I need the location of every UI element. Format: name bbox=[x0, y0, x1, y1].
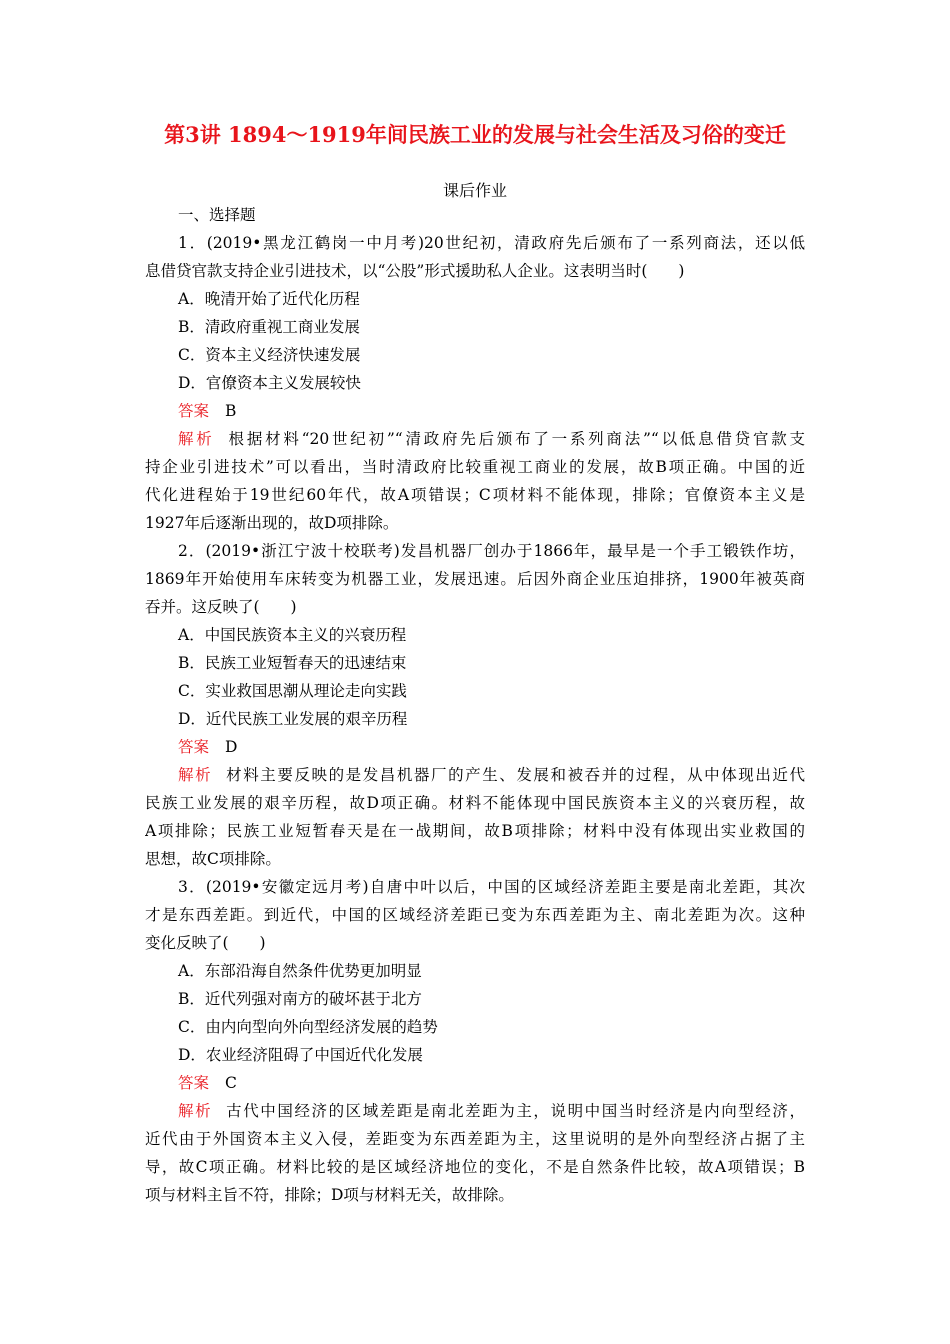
analysis-text: 根据材料“20世纪初”“清政府先后颁布了一系列商法”“以低息借贷官款支 bbox=[228, 430, 805, 448]
question-stem-line: 才是东西差距。到近代，中国的区域经济差距已变为东西差距为主、南北差距为次。这种 bbox=[145, 906, 805, 924]
option-c: C．资本主义经济快速发展 bbox=[178, 346, 361, 364]
page-subtitle: 课后作业 bbox=[442, 181, 507, 200]
option-d: D．农业经济阻碍了中国近代化发展 bbox=[178, 1046, 423, 1064]
analysis-line bbox=[145, 1097, 805, 1125]
question-stem-line: 息借贷官款支持企业引进技术，以“公股”形式援助私人企业。这表明当时( ) bbox=[145, 262, 685, 280]
question-stem-line: 1．(2019•黑龙江鹤岗一中月考)20世纪初，清政府先后颁布了一系列商法，还以低 bbox=[178, 234, 805, 252]
question-stem-line: 吞并。这反映了( ) bbox=[145, 598, 297, 616]
analysis-line: A项排除；民族工业短暂春天是在一战期间，故B项排除；材料中没有体现出实业救国的 bbox=[145, 822, 805, 840]
option-a: A．东部沿海自然条件优势更加明显 bbox=[178, 962, 422, 980]
question-2 bbox=[145, 537, 805, 873]
analysis-line: 思想，故C项排除。 bbox=[145, 850, 281, 868]
section-heading: 一、选择题 bbox=[178, 206, 256, 224]
analysis-label: 解析 bbox=[178, 766, 213, 784]
analysis-line: 1927年后逐渐出现的，故D项排除。 bbox=[145, 514, 399, 532]
analysis-label: 解析 bbox=[178, 430, 215, 448]
option-d: D．近代民族工业发展的艰辛历程 bbox=[178, 710, 408, 728]
option-a: A．中国民族资本主义的兴衰历程 bbox=[178, 626, 407, 644]
analysis-line: 民族工业发展的艰辛历程，故D项正确。材料不能体现中国民族资本主义的兴衰历程，故 bbox=[145, 794, 805, 812]
answer-line bbox=[145, 733, 805, 761]
answer-line bbox=[145, 1069, 805, 1097]
question-content bbox=[145, 201, 805, 1209]
answer-value: B bbox=[225, 402, 237, 420]
analysis-line: 近代由于外国资本主义入侵，差距变为东西差距为主，这里说明的是外向型经济占据了主 bbox=[145, 1130, 805, 1148]
answer-line bbox=[145, 397, 805, 425]
option-b: B．清政府重视工商业发展 bbox=[178, 318, 360, 336]
question-stem-line: 1869年开始使用车床转变为机器工业，发展迅速。后因外商企业压迫排挤，1900年被英商 bbox=[145, 570, 805, 588]
question-1 bbox=[145, 229, 805, 537]
analysis-line: 持企业引进技术”可以看出，当时清政府比较重视工商业的发展，故B项正确。中国的近 bbox=[145, 458, 805, 476]
question-stem-line: 2．(2019•浙江宁波十校联考)发昌机器厂创办于1866年，最早是一个手工锻铁作坊， bbox=[178, 542, 805, 560]
page-title: 第3讲 1894～1919年间民族工业的发展与社会生活及习俗的变迁 bbox=[164, 122, 786, 147]
option-a: A．晚清开始了近代化历程 bbox=[178, 290, 360, 308]
answer-label: 答案 bbox=[178, 1074, 210, 1092]
option-c: C．由内向型向外向型经济发展的趋势 bbox=[178, 1018, 438, 1036]
option-d: D．官僚资本主义发展较快 bbox=[178, 374, 361, 392]
analysis-text: 材料主要反映的是发昌机器厂的产生、发展和被吞并的过程，从中体现出近代 bbox=[226, 766, 805, 784]
analysis-line: 导，故C项正确。材料比较的是区域经济地位的变化，不是自然条件比较，故A项错误；B bbox=[145, 1158, 805, 1176]
answer-label: 答案 bbox=[178, 402, 210, 420]
option-b: B．民族工业短暂春天的迅速结束 bbox=[178, 654, 407, 672]
analysis-line: 代化进程始于19世纪60年代，故A项错误；C项材料不能体现，排除；官僚资本主义是 bbox=[145, 486, 805, 504]
analysis-line: 项与材料主旨不符，排除；D项与材料无关，故排除。 bbox=[145, 1186, 514, 1204]
answer-label: 答案 bbox=[178, 738, 210, 756]
option-c: C．实业救国思潮从理论走向实践 bbox=[178, 682, 407, 700]
answer-value: C bbox=[225, 1074, 237, 1092]
option-b: B．近代列强对南方的破坏甚于北方 bbox=[178, 990, 422, 1008]
analysis-text: 古代中国经济的区域差距是南北差距为主，说明中国当时经济是内向型经济， bbox=[226, 1102, 805, 1120]
analysis-line bbox=[145, 425, 805, 453]
question-3 bbox=[145, 873, 805, 1209]
analysis-line bbox=[145, 761, 805, 789]
analysis-label: 解析 bbox=[178, 1102, 213, 1120]
answer-value: D bbox=[225, 738, 238, 756]
question-stem-line: 变化反映了( ) bbox=[145, 934, 266, 952]
question-stem-line: 3．(2019•安徽定远月考)自唐中叶以后，中国的区域经济差距主要是南北差距，其次 bbox=[178, 878, 805, 896]
